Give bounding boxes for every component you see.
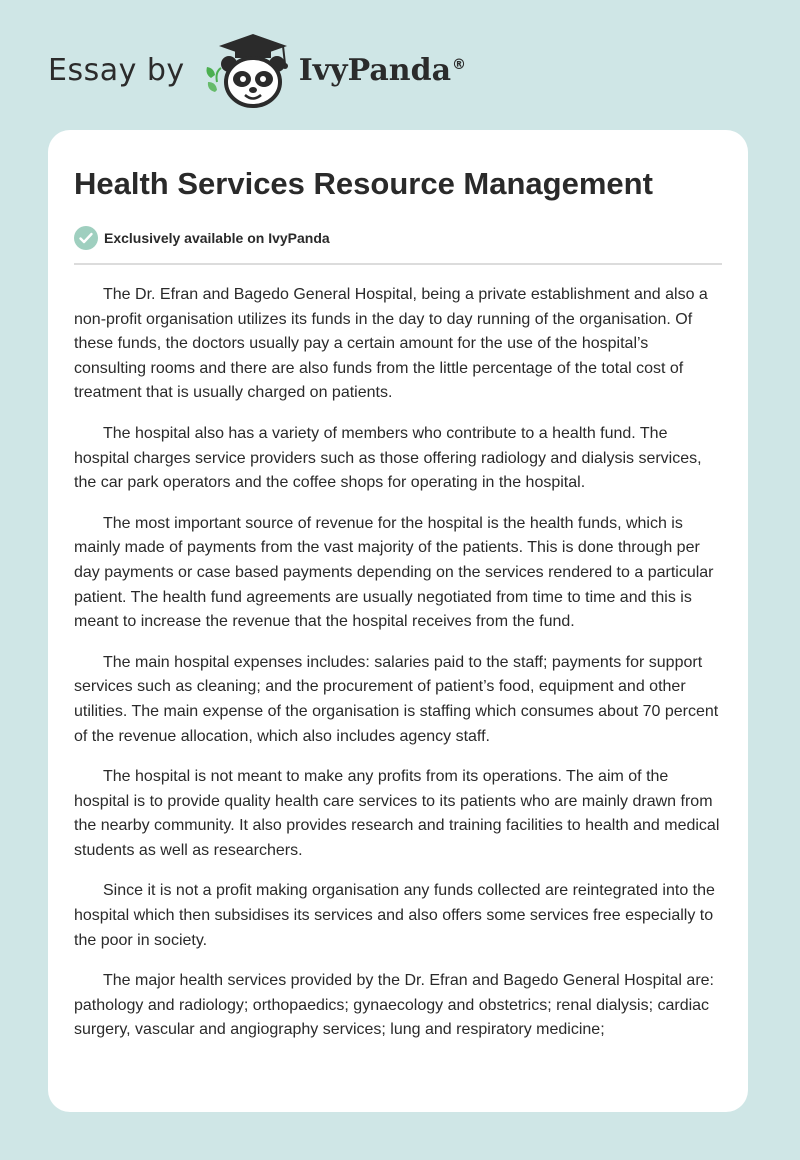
essay-card <box>48 130 748 1112</box>
essay-body <box>74 283 722 1043</box>
page-title: Health Services Resource Management <box>74 166 653 201</box>
paragraph: The Dr. Efran and Bagedo General Hospital, being a private establishment and also a non-profit organisation utilizes its funds in the day to day running of the organisation. Of these funds, the doctors usually pay a certain amount for the use of the hospital’s consulting rooms and there are also funds from the little percentage of the total cost of treatment that is usually charged on patients. <box>74 286 708 402</box>
paragraph: The hospital also has a variety of members who contribute to a health fund. The hospital charges service providers such as those offering radiology and dialysis services, the car park operators and the coffee shops for operating in the hospital. <box>74 424 702 492</box>
brand-prefix: Essay by <box>48 52 185 88</box>
paragraph: The main hospital expenses includes: salaries paid to the staff; payments for support services such as cleaning; and the procurement of patient’s food, equipment and other utilities. The main expense of the organisation is staffing which consumes about 70 percent of the revenue allocation, which also includes agency staff. <box>74 653 719 745</box>
brand-name <box>299 53 466 88</box>
exclusive-badge <box>74 226 722 250</box>
paragraph: The major health services provided by the Dr. Efran and Bagedo General Hospital are: pathology and radiology; orthopaedics; gynaecology and obstetrics; renal dialysis; cardiac surgery, vascular and angiography services; lung and respiratory medicine; <box>74 972 714 1039</box>
registered-mark: ® <box>452 56 467 73</box>
panda-logo-icon <box>201 30 293 110</box>
title-divider <box>74 263 722 265</box>
brand-header[interactable] <box>48 30 466 110</box>
exclusive-badge-text: Exclusively available on IvyPanda <box>104 230 330 246</box>
checkmark-icon <box>74 226 98 250</box>
brand-name-text: IvyPanda <box>298 52 452 88</box>
paragraph: The most important source of revenue for the hospital is the health funds, which is mainly made of payments from the vast majority of the patients. This is done through per day payments or case based payments depending on the services rendered to a particular patient. The health fund agreements are usually negotiated from time to time and this is meant to increase the revenue that the hospital receives from the fund. <box>74 514 714 631</box>
paragraph: Since it is not a profit making organisation any funds collected are reintegrated into the hospital which then subsidises its services and also offers some services free especially to the poor in society. <box>74 882 715 949</box>
paragraph: The hospital is not meant to make any profits from its operations. The aim of the hospital is to provide quality health care services to its patients who are mainly drawn from the nearby community. It also provides research and training facilities to health and medical students as well as researchers. <box>74 768 720 859</box>
